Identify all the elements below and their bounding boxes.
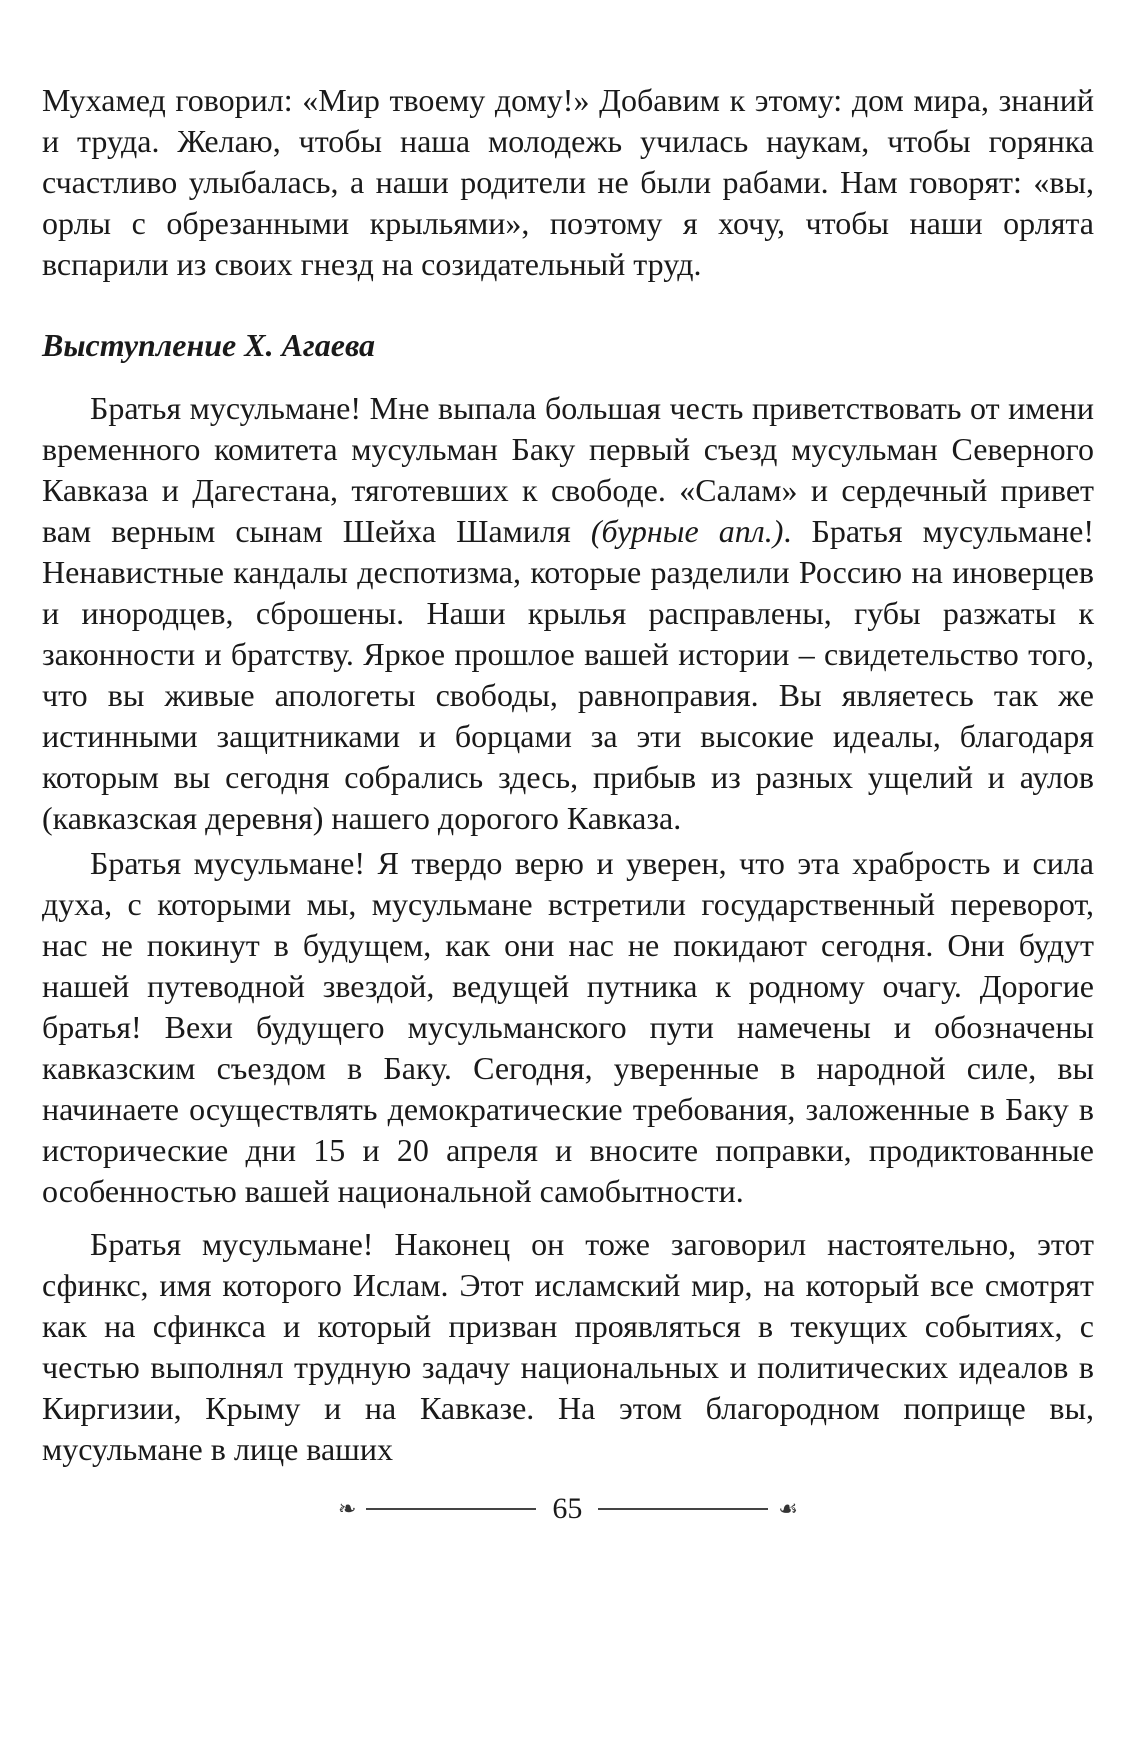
paragraph-1-text-a: Братья мусульмане! Мне выпала большая честь приветствовать от имени временного комитета мусульман Баку первый съезд мусульман Северного Кавказа и Дагестана, тяготевших к свободе. «Салам» и сердечный привет вам верным сынам Шейха Шамиля xyxy=(42,390,1094,549)
page-body xyxy=(42,80,1094,1470)
paragraph-1 xyxy=(42,388,1094,839)
paragraph-1-italic-note: (бурные апл.) xyxy=(590,513,784,549)
page-number: 65 xyxy=(552,1492,583,1525)
intro-paragraph: Мухамед говорил: «Мир твоему дому!» Добавим к этому: дом мира, знаний и труда. Желаю, чтобы наша молодежь училась наукам, чтобы горянка счастливо улыбалась, а наши родители не были рабами. Нам говорят: «вы, орлы с обрезанными крыльями», поэтому я хочу, чтобы наши орлята вспарили из своих гнезд на созидательный труд. xyxy=(42,82,1094,282)
right-rule xyxy=(598,1508,768,1510)
page-footer xyxy=(338,1492,798,1526)
section-heading: Выступление Х. Агаева xyxy=(42,327,376,363)
right-ornament-icon: ☙ xyxy=(778,1496,799,1521)
left-rule xyxy=(366,1508,536,1510)
paragraph-2: Братья мусульмане! Я твердо верю и уверен, что эта храбрость и сила духа, с которыми мы, мусульмане встретили государственный переворот, нас не покинут в будущем, как они нас не покидают сегодня. Они будут нашей путеводной звездой, ведущей путника к родному очагу. Дорогие братья! Вехи будущего мусульманского пути намечены и обозначены кавказским съездом в Баку. Сегодня, уверенные в народной силе, вы начинаете осуществлять демократические требования, заложенные в Баку в исторические дни 15 и 20 апреля и вносите поправки, продиктованные особенностью вашей национальной самобытности. xyxy=(42,845,1094,1209)
left-ornament-icon: ❧ xyxy=(338,1496,357,1521)
paragraph-1-text-b: . Братья мусульмане! Ненавистные кандалы деспотизма, которые разделили Россию на иноверцев и инородцев, сброшены. Наши крылья расправлены, губы разжаты к законности и братству. Яркое прошлое вашей истории – свидетельство того, что вы живые апологеты свободы, равноправия. Вы являетесь так же истинными защитниками и борцами за эти высокие идеалы, благодаря которым вы сегодня собрались здесь, прибыв из разных ущелий и аулов (кавказская деревня) нашего дорогого Кавказа. xyxy=(42,513,1095,836)
paragraph-3: Братья мусульмане! Наконец он тоже заговорил настоятельно, этот сфинкс, имя которого Ислам. Этот исламский мир, на который все смотрят как на сфинкса и который призван проявляться в текущих событиях, с честью выполнял трудную задачу национальных и политических идеалов в Киргизии, Крыму и на Кавказе. На этом благородном поприще вы, мусульмане в лице ваших xyxy=(42,1226,1094,1467)
